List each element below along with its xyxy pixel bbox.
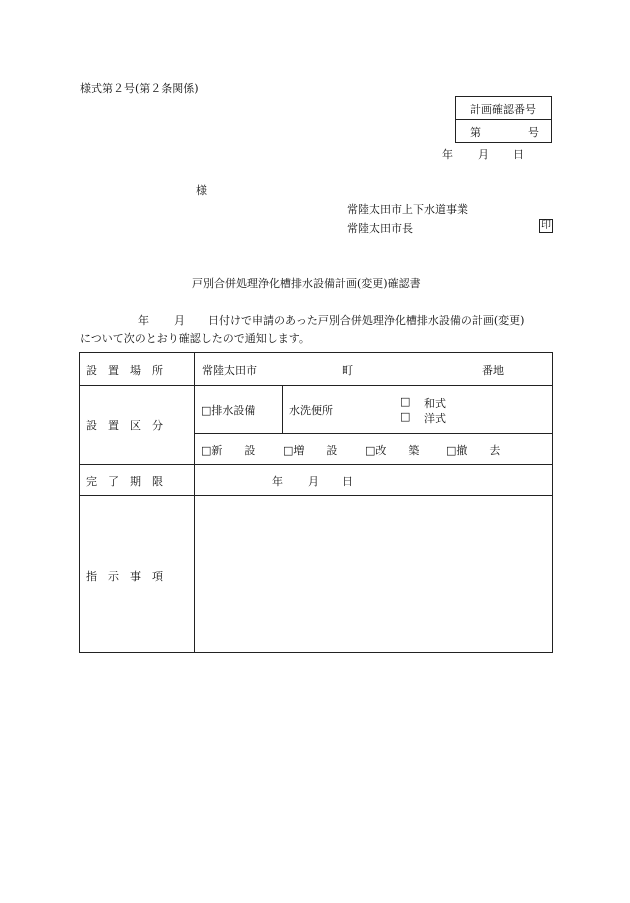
option-new[interactable]: □新 設 — [201, 444, 256, 457]
category-wa-checkbox[interactable]: □ — [400, 395, 411, 408]
approval-number-box — [455, 96, 552, 143]
instructions-area[interactable] — [195, 496, 551, 651]
approval-number-title: 計画確認番号 — [470, 103, 536, 116]
completion-year: 年 — [272, 475, 283, 488]
completion-day: 日 — [342, 475, 353, 488]
body-line2: について次のとおり確認したので通知します。 — [80, 332, 310, 345]
document-title: 戸別合併処理浄化槽排水設備計画(変更)確認書 — [192, 277, 421, 290]
date-year: 年 — [442, 148, 453, 161]
label-completion: 完 了 期 限 — [86, 475, 163, 488]
location-town: 町 — [342, 364, 353, 377]
location-city: 常陸太田市 — [202, 364, 257, 377]
option-remove[interactable]: □撤 去 — [446, 444, 501, 457]
category-yo-label: 洋式 — [424, 412, 446, 425]
option-extend[interactable]: □増 設 — [283, 444, 338, 457]
date-day: 日 — [513, 148, 524, 161]
date-month: 月 — [478, 148, 489, 161]
form-number: 様式第２号(第２条関係) — [80, 82, 199, 95]
completion-month: 月 — [308, 475, 319, 488]
label-category: 設 置 区 分 — [86, 419, 163, 432]
category-drain-checkbox[interactable]: □排水設備 — [201, 404, 256, 417]
seal-mark: 印 — [541, 220, 551, 231]
issuer-org: 常陸太田市上下水道事業 — [347, 203, 468, 216]
body-line1: 日付けで申請のあった戸別合併処理浄化槽排水設備の計画(変更) — [208, 314, 525, 327]
approval-number-dai: 第 — [470, 126, 481, 139]
location-banchi: 番地 — [482, 364, 504, 377]
approval-number-go: 号 — [528, 126, 539, 139]
label-location: 設 置 場 所 — [86, 364, 163, 377]
issuer-title: 常陸太田市長 — [347, 222, 413, 235]
label-instructions: 指 示 事 項 — [86, 570, 163, 583]
body-year: 年 — [138, 314, 149, 327]
category-toilet: 水洗便所 — [289, 404, 333, 417]
category-yo-checkbox[interactable]: □ — [400, 410, 411, 423]
category-wa-label: 和式 — [424, 397, 446, 410]
option-rebuild[interactable]: □改 築 — [365, 444, 420, 457]
body-month: 月 — [174, 314, 185, 327]
confirmation-table — [79, 352, 553, 653]
addressee-sama: 様 — [196, 184, 207, 197]
